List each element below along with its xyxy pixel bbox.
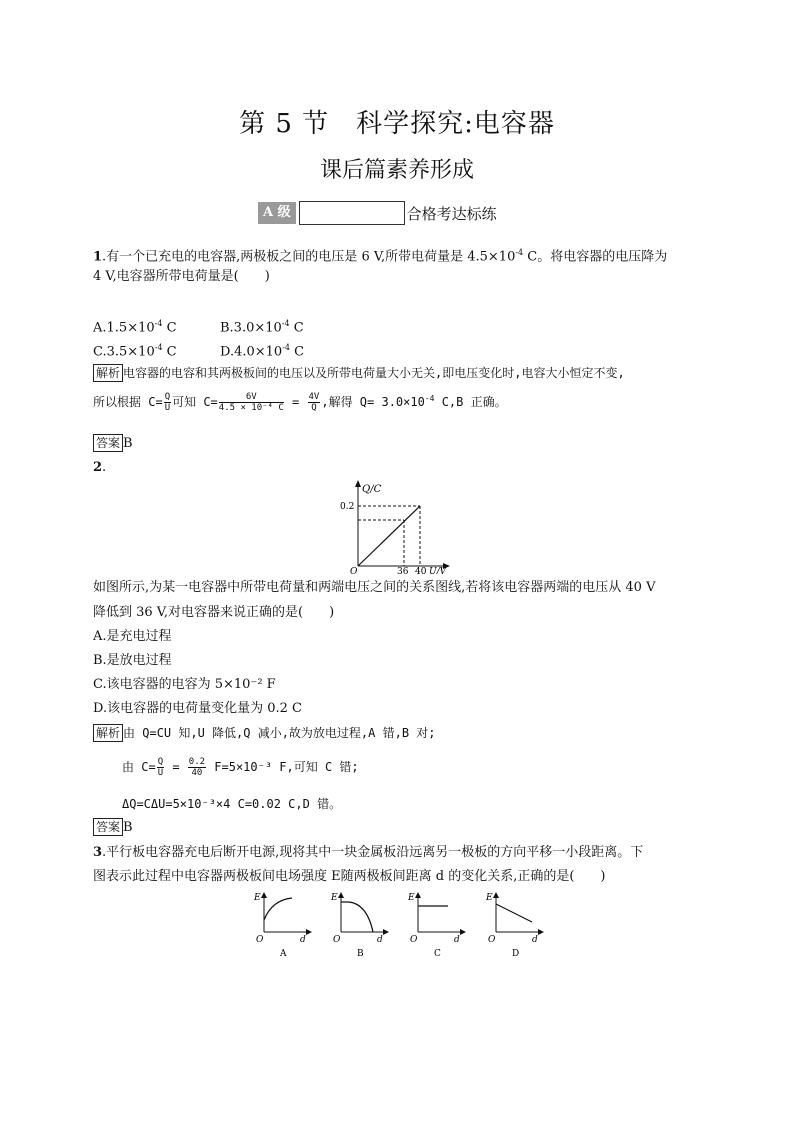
svg-text:d: d [377, 935, 383, 945]
svg-text:E: E [486, 893, 493, 903]
q2-option-c: C.该电容器的电容为 5×10⁻² F [93, 677, 276, 692]
q2-analysis-line2: 由 C= $\frac{Q}{U}$ = $\frac{0.2}{40}$ F=5×10⁻³ F,可知 C 错; [122, 757, 359, 778]
q2-option-a: A.是充电过程 [93, 629, 172, 644]
svg-text:D: D [512, 949, 520, 959]
level-box [299, 201, 405, 225]
svg-text:A: A [280, 949, 287, 959]
q2-y-arrow [355, 480, 361, 487]
q3-line2: 图表示此过程中电容器两极板间电场强度 E随两极板间距离 d 的变化关系,正确的是( ) [93, 869, 606, 884]
q1-option-b: $B.3.0\times 10^{-4}$ C [220, 319, 304, 336]
q2-analysis-tag: 解析 [93, 724, 123, 742]
q1-frac2: $\frac{6V}{\text{4.5 × 10⁻⁴ C}}$ [218, 392, 284, 413]
q1-exp: -4 [515, 248, 524, 257]
q2-analysis-line1: 解析 由 Q=CU 知,U 降低,Q 减小,故为放电过程,A 错,B 对; [93, 724, 436, 742]
svg-text:d: d [454, 935, 460, 945]
q2-xtick2: 40 [415, 567, 427, 574]
q1-analysis-line2: 所以根据 C= $\frac{Q}{U}$ 可知 C= $\frac{6V}{\text{4.5 × 10⁻⁴ C}}$ = $\frac{4V}{Q}$ ,解得 $Q= 3.0\times 10^{-4}$ C,B 正确。 [93, 392, 507, 413]
level-row [258, 200, 497, 226]
page-subtitle: 课后篇素养形成 [319, 158, 474, 183]
q3-graph-d [482, 890, 548, 960]
q1-text-b: C。将电容器的电压降为 [523, 249, 668, 265]
q3-curve-a [264, 898, 292, 920]
q2-origin: O [350, 567, 358, 574]
q1-option-c: $C.3.5\times 10^{-4}$ C [93, 343, 177, 360]
q2-frac2: $\frac{0.2}{40}$ [188, 757, 206, 778]
q2-frac1: $\frac{Q}{U}$ [157, 757, 164, 778]
q2-answer-tag: 答案 [93, 818, 123, 836]
q2-line1: 如图所示,为某一电容器中所带电荷量和两端电压之间的关系图线,若将该电容器两端的电压从 40 V [93, 580, 656, 595]
q1-analysis-tag: 解析 [93, 364, 123, 382]
q1-analysis-line1: 解析 电容器的电容和其两极板间的电压以及所带电荷量大小无关,即电压变化时,电容大小恒定不变, [93, 364, 625, 382]
q3-line1: 3.平行板电容器充电后断开电源,现将其中一块金属板沿远离另一极板的方向平移一小段距离。下 [93, 845, 644, 860]
svg-text:O: O [410, 935, 418, 945]
q2-ytick: 0.2 [340, 502, 355, 512]
q2-xlabel: U/V [429, 567, 447, 574]
q2-option-b: B.是放电过程 [93, 653, 172, 668]
q2-answer [93, 818, 133, 838]
q3-curve-b [341, 902, 373, 932]
svg-text:d: d [532, 935, 538, 945]
svg-text:O: O [488, 935, 496, 945]
q1-option-a: $A.1.5\times 10^{-4}$ C [93, 319, 177, 336]
svg-text:E: E [254, 893, 261, 903]
q1-answer-tag: 答案 [93, 434, 123, 452]
q3-graph-a [250, 890, 316, 960]
q2-analysis-line3: ΔQ=CΔU=5×10⁻³×4 C=0.02 C,D 错。 [122, 797, 342, 811]
level-text: 合格考达标练 [406, 204, 497, 223]
svg-text:E: E [408, 893, 415, 903]
q1-line1 [93, 243, 667, 267]
svg-text:d: d [300, 935, 306, 945]
q2-line2: 降低到 36 V,对电容器来说正确的是( ) [93, 605, 335, 620]
page-title: 第 5 节 科学探究:电容器 [239, 109, 555, 139]
q2-qu-graph [338, 478, 458, 574]
q2-xtick1: 36 [397, 567, 409, 574]
q2-ylabel: Q/C [362, 484, 382, 495]
q1-number: 1 [93, 249, 103, 265]
svg-text:O: O [256, 935, 264, 945]
q1-frac1: $\frac{Q}{U}$ [164, 392, 171, 413]
svg-text:O: O [333, 935, 341, 945]
q3-graph-c [404, 890, 470, 960]
q2-number: 2. [93, 460, 107, 475]
svg-text:E: E [331, 893, 338, 903]
q1-text-a: .有一个已充电的电容器,两极板之间的电压是 6 V,所带电荷量是 4.5×10 [102, 249, 516, 265]
svg-text:B: B [357, 949, 364, 959]
q3-graph-b [327, 890, 393, 960]
q1-frac3: $\frac{4V}{Q}$ [308, 392, 320, 413]
q1-answer-value: B [123, 436, 133, 451]
q2-option-d: D.该电容器的电荷量变化量为 0.2 C [93, 701, 302, 716]
q1-line2: 4 V,电容器所带电荷量是( ) [93, 269, 270, 284]
level-badge: A 级 [258, 202, 296, 224]
q2-line [358, 506, 420, 566]
q2-answer-value: B [123, 820, 133, 835]
svg-text:C: C [434, 949, 441, 959]
q1-answer [93, 434, 133, 454]
q3-curve-d [496, 904, 532, 922]
q1-option-d: $D.4.0\times 10^{-4}$ C [220, 343, 305, 360]
